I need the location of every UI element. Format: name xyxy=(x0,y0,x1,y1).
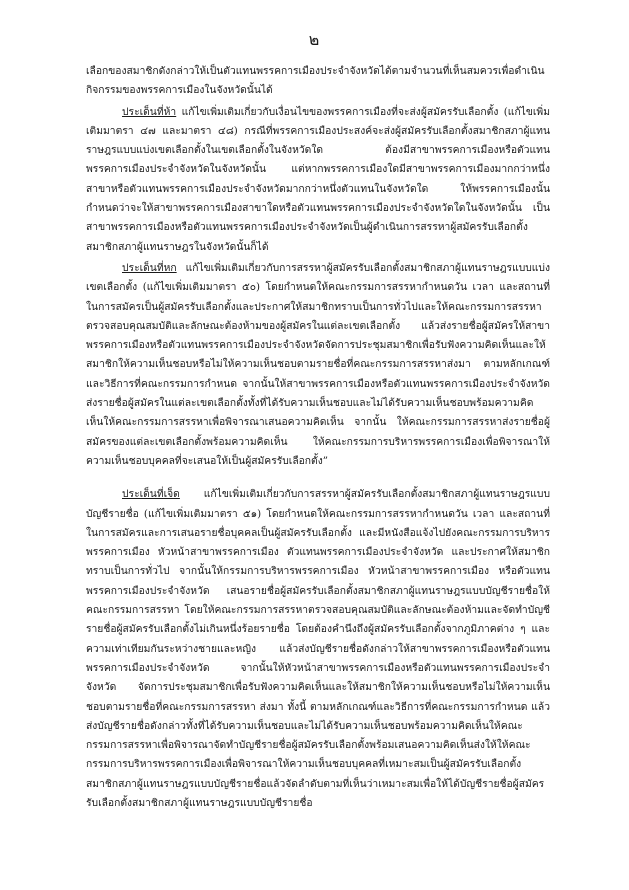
issue-heading: ประเด็นที่ห้า xyxy=(122,105,177,118)
page-number: ๒ xyxy=(308,30,321,49)
paragraph-issue-seven xyxy=(86,485,550,813)
paragraph-issue-five xyxy=(86,103,550,257)
paragraph-text: เลือกของสมาชิกดังกล่าวให้เป็นตัวแทนพรรคการเมืองประจำจังหวัดได้ตามจำนวนที่เห็นสมควรเพื่อดำเนินกิจกรรมของพรรคการเมืองในจังหวัดนั้นได้ xyxy=(86,65,545,97)
paragraph-continuation xyxy=(86,62,550,101)
document-body xyxy=(86,62,550,813)
paragraph-issue-six xyxy=(86,259,550,471)
paragraph-text: แก้ไขเพิ่มเติมเกี่ยวกับการสรรหาผู้สมัครรับเลือกตั้งสมาชิกสภาผู้แทนราษฎรแบบบัญชีรายชื่อ (แก้ไขเพิ่มเติมมาตรา ๕๑) โดยกำหนดให้คณะกรรมการสรรหากำหนดวัน เวลา และสถานที่ในการสมัครและการเสนอรายชื่อบุคคลเป็นผู้สมัครรับเลือกตั้ง และมีหนังสือแจ้งไปยังคณะกรรมการบริหารพรรคการเมือง หัวหน้าสาขาพรรคการเมือง ตัวแทนพรรคการเมืองประจำจังหวัด และประกาศให้สมาชิกทราบเป็นการทั่วไป จากนั้นให้กรรมการบริหารพรรคการเมือง หัวหน้าสาขาพรรคการเมือง หรือตัวแทนพรรคการเมืองประจำจังหวัด เสนอรายชื่อผู้สมัครรับเลือกตั้งสมาชิกสภาผู้แทนราษฎรแบบบัญชีรายชื่อให้คณะกรรมการสรรหา โดยให้คณะกรรมการสรรหาตรวจสอบคุณสมบัติและลักษณะต้องห้ามและจัดทำบัญชีรายชื่อผู้สมัครรับเลือกตั้งไม่เกินหนึ่งร้อยรายชื่อ โดยต้องคำนึงถึงผู้สมัครรับเลือกตั้งจากภูมิภาคต่าง ๆ และความเท่าเทียมกันระหว่างชายและหญิง แล้วส่งบัญชีรายชื่อดังกล่าวให้สาขาพรรคการเมืองหรือตัวแทนพรรคการเมืองประจำจังหวัด จากนั้นให้หัวหน้าสาขาพรรคการเมืองหรือตัวแทนพรรคการเมืองประจำจังหวัด จัดการประชุมสมาชิกเพื่อรับฟังความคิดเห็นและให้สมาชิกให้ความเห็นชอบหรือไม่ให้ความเห็นชอบตามรายชื่อที่คณะกรรมการสรรหา ส่งมา ทั้งนี้ ตามหลักเกณฑ์และวิธีการที่คณะกรรมการกำหนด แล้วส่งบัญชีรายชื่อดังกล่าวทั้งที่ได้รับความเห็นชอบและไม่ได้รับความเห็นชอบพร้อมความคิดเห็นให้คณะกรรมการสรรหาเพื่อพิจารณาจัดทำบัญชีรายชื่อผู้สมัครรับเลือกตั้งพร้อมเสนอความคิดเห็นส่งให้ให้คณะกรรมการบริหารพรรคการเมืองเพื่อพิจารณาให้ความเห็นชอบบุคคลที่เหมาะสมเป็นผู้สมัครรับเลือกตั้งสมาชิกสภาผู้แทนราษฎรแบบบัญชีรายชื่อแล้วจัดลำดับตามที่เห็นว่าเหมาะสมเพื่อให้ได้บัญชีรายชื่อผู้สมัครรับเลือกตั้งสมาชิกสภาผู้แทนราษฎรแบบบัญชีรายชื่อ xyxy=(86,488,550,809)
paragraph-text: แก้ไขเพิ่มเติมเกี่ยวกับเงื่อนไขของพรรคการเมืองที่จะส่งผู้สมัครรับเลือกตั้ง (แก้ไขเพิ่มเติมมาตรา ๔๗ และมาตรา ๔๘) กรณีที่พรรคการเมืองประสงค์จะส่งผู้สมัครรับเลือกตั้งสมาชิกสภาผู้แทนราษฎรแบบแบ่งเขตเลือกตั้งในเขตเลือกตั้งในจังหวัดใด ต้องมีสาขาพรรคการเมืองหรือตัวแทนพรรคการเมืองประจำจังหวัดในจังหวัดนั้น แต่หากพรรคการเมืองใดมีสาขาพรรคการเมืองมากกว่าหนึ่งสาขาหรือตัวแทนพรรคการเมืองประจำจังหวัดมากกว่าหนึ่งตัวแทนในจังหวัดใด ให้พรรคการเมืองนั้นกำหนดว่าจะให้สาขาพรรคการเมืองสาขาใดหรือตัวแทนพรรคการเมืองประจำจังหวัดใดในจังหวัดนั้น เป็นสาขาพรรคการเมืองหรือตัวแทนพรรคการเมืองประจำจังหวัดเป็นผู้ดำเนินการสรรหาผู้สมัครรับเลือกตั้งสมาชิกสภาผู้แทนราษฎรในจังหวัดนั้นก็ได้ xyxy=(86,105,550,253)
issue-heading: ประเด็นที่เจ็ด xyxy=(122,488,180,501)
issue-heading: ประเด็นที่หก xyxy=(122,261,177,274)
paragraph-text: แก้ไขเพิ่มเติมเกี่ยวกับการสรรหาผู้สมัครรับเลือกตั้งสมาชิกสภาผู้แทนราษฎรแบบแบ่งเขตเลือกตั้ง (แก้ไขเพิ่มเติมมาตรา ๕๐) โดยกำหนดให้คณะกรรมการสรรหากำหนดวัน เวลา และสถานที่ในการสมัครเป็นผู้สมัครรับเลือกตั้งและประกาศให้สมาชิกทราบเป็นการทั่วไปและให้คณะกรรมการสรรหาตรวจสอบคุณสมบัติและลักษณะต้องห้ามของผู้สมัครในแต่ละเขตเลือกตั้ง แล้วส่งรายชื่อผู้สมัครให้สาขาพรรคการเมืองหรือตัวแทนพรรคการเมืองประจำจังหวัดจัดการประชุมสมาชิกเพื่อรับฟังความคิดเห็นและให้สมาชิกให้ความเห็นชอบหรือไม่ให้ความเห็นชอบตามรายชื่อที่คณะกรรมการสรรหาส่งมา ตามหลักเกณฑ์และวิธีการที่คณะกรรมการกำหนด จากนั้นให้สาขาพรรคการเมืองหรือตัวแทนพรรคการเมืองประจำจังหวัดส่งรายชื่อผู้สมัครในแต่ละเขตเลือกตั้งทั้งที่ได้รับความเห็นชอบและไม่ได้รับความเห็นชอบพร้อมความคิดเห็นให้คณะกรรมการสรรหาเพื่อพิจารณาเสนอความคิดเห็น จากนั้น ให้คณะกรรมการสรรหาส่งรายชื่อผู้สมัครของแต่ละเขตเลือกตั้งพร้อมความคิดเห็น ให้คณะกรรมการบริหารพรรคการเมืองเพื่อพิจารณาให้ความเห็นชอบบุคคลที่จะเสนอให้เป็นผู้สมัครรับเลือกตั้ง” xyxy=(86,261,550,467)
